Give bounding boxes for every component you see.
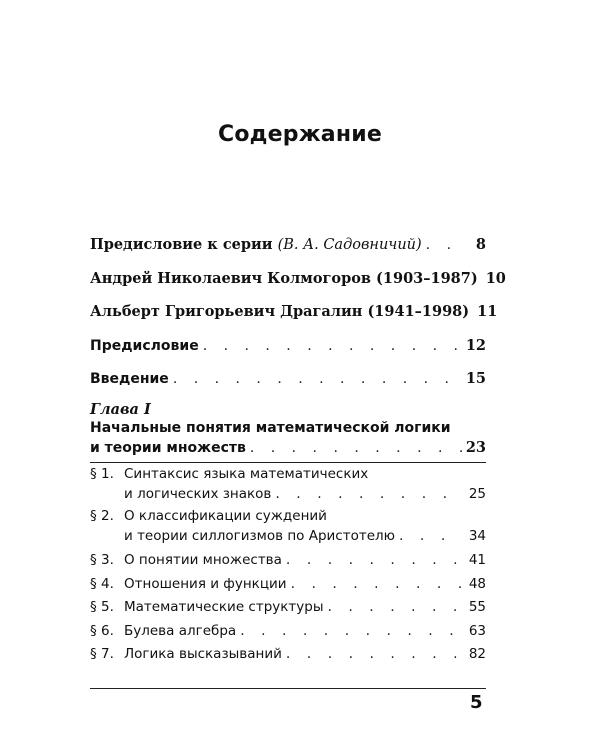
toc-section-2[interactable] — [124, 528, 486, 544]
page-number: 5 — [470, 692, 483, 713]
section-number: § 7. — [90, 646, 114, 662]
toc-entry-page: 63 — [468, 623, 486, 639]
section-number: § 5. — [90, 599, 114, 615]
dot-leader — [286, 552, 462, 568]
section-title: Математические структуры — [124, 599, 324, 615]
toc-entry-kolmogorov[interactable] — [90, 270, 506, 287]
toc-entry-page: 25 — [468, 486, 486, 502]
section-label — [90, 552, 282, 568]
toc-entry-chapter-1[interactable] — [90, 439, 486, 456]
section-number: § 1. — [90, 466, 114, 482]
toc-section-2-line1[interactable] — [90, 508, 486, 524]
chapter-title-line2: и теории множеств — [90, 440, 246, 456]
section-number: § 3. — [90, 552, 114, 568]
toc-section-1-line1[interactable] — [90, 466, 486, 482]
toc-section-6[interactable] — [90, 623, 486, 639]
section-label — [90, 599, 324, 615]
toc-entry-label: Предисловие к серии (В. А. Садовничий) — [90, 236, 422, 253]
toc-section-4[interactable] — [90, 576, 486, 592]
toc-entry-label: Альберт Григорьевич Драгалин (1941–1998) — [90, 303, 470, 320]
dot-leader — [399, 528, 462, 544]
footer-rule — [90, 688, 486, 689]
chapter-label: Глава I — [90, 401, 151, 418]
section-number: § 4. — [90, 576, 114, 592]
dot-leader — [275, 486, 462, 502]
page-title: Содержание — [218, 122, 382, 147]
divider — [90, 462, 486, 463]
toc-entry-page: 55 — [468, 599, 486, 615]
section-label — [90, 508, 327, 524]
toc-entry-page: 10 — [485, 270, 506, 287]
section-title: О понятии множества — [124, 552, 282, 568]
section-label — [90, 623, 236, 639]
section-title: Логика высказываний — [124, 646, 282, 662]
toc-entry-page: 41 — [468, 552, 486, 568]
toc-entry-label: Введение — [90, 371, 169, 387]
toc-entry-page: 82 — [468, 646, 486, 662]
toc-section-5[interactable] — [90, 599, 486, 615]
section-title-line2: и логических знаков — [124, 486, 272, 502]
toc-section-7[interactable] — [90, 646, 486, 662]
section-label — [90, 576, 287, 592]
toc-entry-page: 11 — [477, 303, 498, 320]
toc-entry-page: 34 — [468, 528, 486, 544]
toc-entry-page: 12 — [465, 337, 486, 354]
section-number: § 2. — [90, 508, 114, 524]
dot-leader — [203, 338, 462, 354]
toc-entry-page: 48 — [468, 576, 486, 592]
dot-leader — [250, 440, 462, 456]
toc-entry-preface[interactable] — [90, 337, 486, 354]
toc-entry-page: 15 — [465, 370, 486, 387]
section-title-line2: и теории силлогизмов по Аристотелю — [124, 528, 396, 544]
toc-entry-label: Андрей Николаевич Колмогоров (1903–1987) — [90, 270, 478, 287]
toc-section-3[interactable] — [90, 552, 486, 568]
toc-entry-page: 23 — [465, 439, 486, 456]
section-label — [90, 646, 282, 662]
toc-entry-label: Предисловие — [90, 338, 199, 354]
section-label — [90, 466, 368, 482]
section-title: Булева алгебра — [124, 623, 237, 639]
toc-entry-series-preface[interactable] — [90, 236, 486, 253]
chapter-title: Начальные понятия математической логики — [90, 420, 451, 436]
toc-entry-page: 8 — [475, 236, 486, 253]
section-title: Отношения и функции — [124, 576, 287, 592]
dot-leader — [426, 237, 462, 253]
dot-leader — [173, 371, 462, 387]
dot-leader — [291, 576, 462, 592]
section-title: Синтаксис языка математических — [124, 466, 369, 482]
section-title: О классификации суждений — [124, 508, 327, 524]
dot-leader — [286, 646, 462, 662]
toc-entry-introduction[interactable] — [90, 370, 486, 387]
dot-leader — [328, 599, 463, 615]
toc-entry-dragalin[interactable] — [90, 303, 498, 320]
section-number: § 6. — [90, 623, 114, 639]
dot-leader — [240, 623, 462, 639]
toc-section-1[interactable] — [124, 486, 486, 502]
